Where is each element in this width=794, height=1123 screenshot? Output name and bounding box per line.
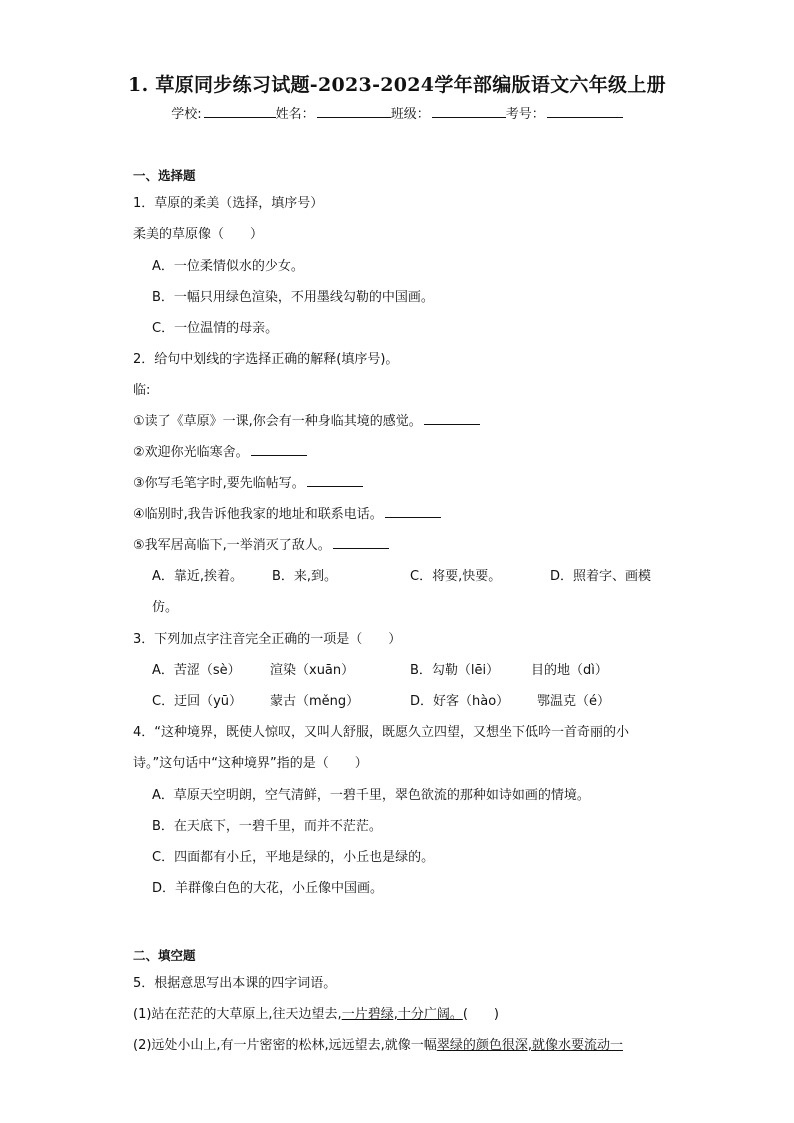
- q4-stem-line-2: 诗。”这句话中“这种境界”指的是（ ）: [133, 756, 368, 771]
- q2-char: 临:: [133, 383, 151, 398]
- q2-item-4: ④临别时,我告诉他我家的地址和联系电话。: [133, 503, 441, 522]
- answer-blank[interactable]: [385, 505, 441, 518]
- underlined-phrase: 翠绿的颜色很深,就像水要流动一: [436, 1038, 623, 1053]
- class-label: 班级：: [390, 107, 430, 122]
- q3-option-a[interactable]: A．苦涩（sè）: [152, 663, 241, 678]
- q4-option-b[interactable]: B．在天底下，一碧千里，而并不茫茫。: [152, 819, 382, 834]
- q3-option-c[interactable]: C．迂回（yū）: [152, 694, 243, 709]
- q4-option-a[interactable]: A．草原天空明朗，空气清鲜，一碧千里，翠色欲流的那种如诗如画的情境。: [152, 788, 590, 803]
- answer-blank[interactable]: [333, 536, 389, 549]
- q2-item-2: ②欢迎你光临寒舍。: [133, 441, 307, 460]
- answer-parentheses[interactable]: ( ): [462, 1007, 499, 1022]
- q2-option-a[interactable]: A．靠近,挨着。: [152, 569, 244, 584]
- q2-option-c[interactable]: C．将要,快要。: [410, 569, 502, 584]
- number-label: 考号：: [505, 107, 545, 122]
- q3-stem: 3．下列加点字注音完全正确的一项是（ ）: [133, 632, 402, 647]
- q2-item-3: ③你写毛笔字时,要先临帖写。: [133, 472, 363, 491]
- page-title: 1. 草原同步练习试题-2023-2024学年部编版语文六年级上册: [128, 74, 666, 96]
- q2-item-1: ①读了《草原》一课,你会有一种身临其境的感觉。: [133, 410, 480, 429]
- q2-option-b[interactable]: B．来,到。: [272, 569, 338, 584]
- q5-stem: 5．根据意思写出本课的四字词语。: [133, 976, 337, 991]
- q4-stem-line-1: 4．“这种境界，既使人惊叹，又叫人舒服，既愿久立四望，又想坐下低吟一首奇丽的小: [133, 725, 630, 740]
- q3-option-c-word2: 蒙古（měng）: [270, 694, 360, 709]
- q2-stem: 2．给句中划线的字选择正确的解释(填序号)。: [133, 352, 399, 367]
- number-blank[interactable]: [547, 105, 623, 118]
- answer-blank[interactable]: [307, 474, 363, 487]
- answer-blank[interactable]: [424, 412, 480, 425]
- q1-prompt: 柔美的草原像（ ）: [133, 227, 264, 242]
- underlined-phrase: 一片碧绿,十分广阔。: [341, 1007, 463, 1022]
- student-info-line: [0, 103, 794, 122]
- q4-option-d[interactable]: D．羊群像白色的大花，小丘像中国画。: [152, 881, 384, 896]
- school-label: 学校:: [171, 107, 202, 122]
- q3-option-d[interactable]: D．好客（hào）: [410, 694, 510, 709]
- q5-item-2: (2)远处小山上,有一片密密的松林,远远望去,就像一幅翠绿的颜色很深,就像水要流动一: [133, 1038, 623, 1053]
- class-blank[interactable]: [432, 105, 506, 118]
- q3-option-b-word2: 目的地（dì）: [531, 663, 608, 678]
- section-heading-fill: 二、填空题: [133, 948, 196, 963]
- q2-item-5: ⑤我军居高临下,一举消灭了敌人。: [133, 534, 389, 553]
- q3-option-b[interactable]: B．勾勒（lēi）: [410, 663, 500, 678]
- answer-blank[interactable]: [251, 443, 307, 456]
- name-label: 姓名：: [275, 107, 315, 122]
- q3-option-a-word2: 渲染（xuān）: [270, 663, 355, 678]
- q1-option-a[interactable]: A．一位柔情似水的少女。: [152, 259, 304, 274]
- q3-option-d-word2: 鄂温克（é）: [537, 694, 610, 709]
- name-blank[interactable]: [317, 105, 391, 118]
- q2-option-d-cont: 仿。: [152, 600, 179, 615]
- q1-option-b[interactable]: B．一幅只用绿色渲染，不用墨线勾勒的中国画。: [152, 290, 434, 305]
- q1-stem: 1．草原的柔美（选择，填序号）: [133, 196, 324, 211]
- q1-option-c[interactable]: C．一位温情的母亲。: [152, 321, 279, 336]
- q4-option-c[interactable]: C．四面都有小丘，平地是绿的，小丘也是绿的。: [152, 850, 435, 865]
- q5-item-1: (1)站在茫茫的大草原上,往天边望去,一片碧绿,十分广阔。( ): [133, 1007, 499, 1022]
- school-blank[interactable]: [204, 105, 276, 118]
- section-heading-choice: 一、选择题: [133, 168, 196, 183]
- q2-option-d[interactable]: D．照着字、画模: [550, 569, 652, 584]
